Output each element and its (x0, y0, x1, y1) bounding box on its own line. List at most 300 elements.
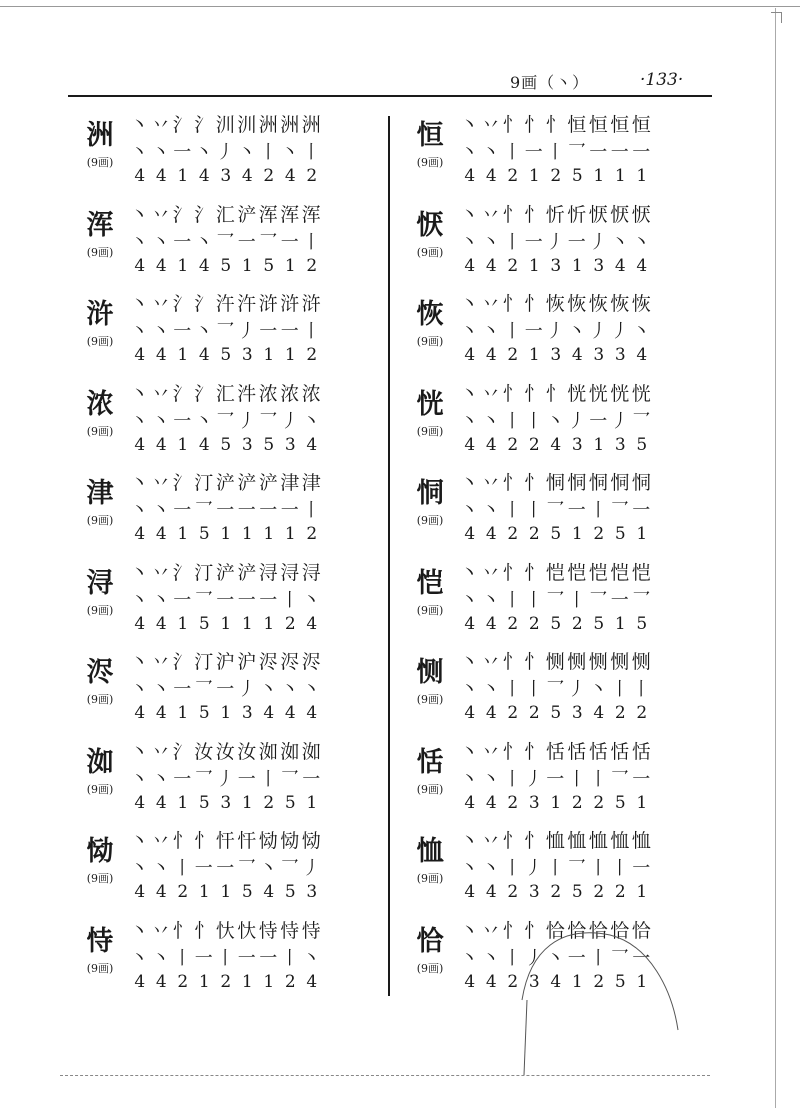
scan-edge-top (0, 6, 800, 7)
stroke-glyph: 乛 (216, 231, 236, 253)
stroke-code: 2 (507, 434, 519, 455)
stroke-glyph: 恍 (588, 382, 609, 405)
dictionary-entry (410, 916, 710, 1006)
stroke-glyph: 丶 (151, 858, 171, 879)
dictionary-entry (410, 737, 710, 827)
stroke-glyph: 恻 (610, 651, 631, 673)
stroke-code: 2 (306, 345, 318, 365)
headword-character: 恻 (416, 657, 444, 688)
stroke-shapes-row (459, 586, 653, 612)
stroke-glyph: 丶 (302, 679, 322, 700)
stroke-glyph: 丿 (237, 321, 257, 342)
stroke-glyph: 乛 (546, 589, 566, 611)
stroke-code: 3 (614, 434, 626, 455)
stroke-code: 4 (464, 345, 476, 365)
stroke-glyph: 丿 (610, 321, 630, 342)
stroke-code: 2 (263, 792, 275, 813)
stroke-code: 4 (155, 524, 167, 544)
stroke-glyph: 忄 (502, 740, 523, 763)
stroke-code: 1 (198, 971, 210, 992)
stroke-glyph: 一 (632, 142, 652, 163)
stroke-code: 2 (507, 255, 519, 276)
stroke-glyph: 丶 (481, 410, 501, 432)
stroke-code: 4 (306, 971, 318, 992)
headword-character: 恹 (416, 209, 444, 241)
stroke-codes-row (129, 882, 323, 902)
stroke-glyph: 乛 (259, 231, 279, 253)
stroke-glyph: 洲 (258, 114, 279, 136)
stroke-code: 4 (464, 166, 476, 186)
stroke-code: 1 (263, 613, 275, 634)
stroke-glyph: 恫 (610, 472, 631, 494)
stroke-glyph: 丶 (130, 858, 150, 879)
stroke-glyph: 浔 (258, 561, 279, 584)
stroke-glyph: 乛 (632, 410, 652, 432)
stroke-codes-row (459, 256, 653, 276)
stroke-code: 3 (614, 345, 626, 365)
stroke-glyph: 恤 (631, 830, 652, 852)
headword-character: 浕 (86, 657, 114, 688)
stroke-glyph: 恻 (631, 651, 652, 673)
stroke-count-label: (9画) (86, 603, 114, 617)
stroke-glyph: 氵 (172, 651, 193, 673)
stroke-code: 2 (177, 971, 189, 992)
stroke-shapes-row (129, 407, 323, 433)
stroke-code: 5 (550, 703, 562, 723)
stroke-glyph: 忄 (502, 830, 523, 852)
stroke-code: 2 (263, 166, 275, 186)
stroke-code: 2 (284, 613, 296, 634)
stroke-glyph: 丶 (460, 768, 480, 790)
stroke-glyph: 恤 (610, 830, 631, 852)
stroke-glyph: 丨 (524, 679, 544, 700)
dictionary-entry (80, 916, 380, 1006)
stroke-glyph: 沪 (215, 651, 236, 673)
stroke-glyph: 忓 (215, 830, 236, 852)
dictionary-entry (80, 289, 380, 379)
stroke-code: 5 (220, 345, 232, 365)
stroke-codes-row (129, 524, 323, 544)
stroke-code: 5 (571, 166, 583, 186)
stroke-glyph: 一 (259, 500, 279, 521)
stroke-glyph: 丨 (589, 947, 609, 969)
stroke-shapes-row (129, 586, 323, 612)
stroke-code: 5 (198, 792, 210, 813)
stroke-order-progression (459, 200, 653, 227)
headword-character: 浑 (86, 209, 114, 241)
stroke-glyph: 汝 (215, 740, 236, 763)
stroke-glyph: 丿 (302, 858, 322, 879)
stroke-glyph: 洳 (280, 740, 301, 763)
stroke-codes-row (459, 614, 653, 634)
stroke-glyph: 一 (280, 231, 300, 253)
stroke-glyph: 恢 (588, 293, 609, 315)
stroke-code: 3 (571, 434, 583, 455)
stroke-glyph: 一 (237, 231, 257, 253)
stroke-glyph: 丨 (546, 858, 566, 879)
stroke-glyph: 丷 (151, 382, 172, 405)
stroke-code: 2 (614, 882, 626, 902)
stroke-code: 4 (155, 882, 167, 902)
stroke-glyph: 忄 (502, 919, 523, 942)
stroke-glyph: 一 (259, 589, 279, 611)
dictionary-entry (410, 826, 710, 916)
stroke-glyph: 汼 (237, 382, 258, 405)
stroke-code: 2 (528, 703, 540, 723)
stroke-code: 1 (263, 345, 275, 365)
stroke-glyph: 一 (259, 947, 279, 969)
stroke-glyph: 丶 (459, 919, 480, 942)
stroke-shapes-row (459, 317, 653, 343)
stroke-glyph: 丨 (567, 589, 587, 611)
stroke-order-progression (459, 468, 653, 495)
stroke-glyph: 忄 (524, 293, 545, 315)
stroke-code: 4 (464, 255, 476, 276)
stroke-glyph: 乛 (216, 321, 236, 342)
stroke-glyph: 忄 (502, 203, 523, 226)
stroke-order-progression (459, 916, 653, 943)
stroke-glyph: 丨 (503, 500, 523, 521)
stroke-glyph: 恍 (631, 382, 652, 405)
stroke-code: 1 (220, 613, 232, 634)
stroke-glyph: 忻 (545, 203, 566, 226)
stroke-code: 1 (177, 434, 189, 455)
stroke-order-progression (129, 289, 323, 316)
stroke-code: 1 (220, 524, 232, 544)
stroke-glyph: 丶 (460, 500, 480, 521)
stroke-glyph: 汌 (215, 114, 236, 136)
stroke-glyph: 忄 (524, 203, 545, 226)
stroke-glyph: 乛 (194, 768, 214, 790)
stroke-code: 2 (507, 971, 519, 992)
stroke-glyph: 丶 (194, 231, 214, 253)
dictionary-entry (80, 468, 380, 558)
stroke-glyph: 一 (567, 231, 587, 253)
stroke-glyph: 恍 (610, 382, 631, 405)
stroke-glyph: 丶 (194, 410, 214, 432)
stroke-glyph: 丨 (632, 679, 652, 700)
stroke-code: 4 (485, 345, 497, 365)
stroke-shapes-row (129, 496, 323, 522)
headword-character: 恃 (86, 925, 114, 957)
stroke-code: 4 (155, 166, 167, 186)
stroke-glyph: 恹 (610, 203, 631, 226)
stroke-codes-row (459, 524, 653, 544)
stroke-code: 4 (155, 345, 167, 365)
stroke-glyph: 丷 (151, 293, 172, 315)
stroke-code: 2 (528, 524, 540, 544)
stroke-code: 1 (198, 882, 210, 902)
stroke-code: 2 (636, 703, 648, 723)
stroke-code: 4 (464, 882, 476, 902)
stroke-order-progression (129, 826, 323, 853)
stroke-code: 2 (571, 613, 583, 634)
stroke-glyph: 恍 (567, 382, 588, 405)
dictionary-entry (410, 468, 710, 558)
stroke-code: 2 (593, 971, 605, 992)
headword-character: 恒 (416, 120, 444, 151)
stroke-glyph: 浐 (237, 203, 258, 226)
stroke-codes-row (459, 345, 653, 365)
stroke-code: 1 (636, 792, 648, 813)
stroke-glyph: 丨 (503, 858, 523, 879)
stroke-glyph: 一 (524, 231, 544, 253)
stroke-glyph: 恻 (588, 651, 609, 673)
stroke-glyph: 丨 (302, 231, 322, 253)
stroke-shapes-row (129, 675, 323, 701)
stroke-glyph: 恫 (545, 472, 566, 494)
stroke-code: 4 (636, 255, 648, 276)
stroke-code: 1 (220, 882, 232, 902)
stroke-glyph: 洳 (258, 740, 279, 763)
stroke-glyph: 恒 (631, 114, 652, 136)
stroke-glyph: 丨 (503, 321, 523, 342)
stroke-glyph: 汀 (194, 561, 215, 584)
stroke-code: 1 (636, 882, 648, 902)
stroke-code: 2 (507, 166, 519, 186)
stroke-count-label: (9画) (86, 335, 114, 348)
stroke-glyph: 丨 (503, 410, 523, 432)
stroke-code: 1 (593, 166, 605, 186)
stroke-glyph: 丶 (460, 410, 480, 432)
stroke-glyph: 丶 (481, 947, 501, 969)
stroke-glyph: 一 (589, 142, 609, 163)
stroke-glyph: 一 (610, 589, 630, 611)
stroke-code: 5 (241, 882, 253, 902)
stroke-glyph: 一 (173, 589, 193, 611)
stroke-glyph: 丨 (610, 679, 630, 700)
stroke-glyph: 浒 (301, 293, 322, 315)
stroke-code: 4 (134, 524, 146, 544)
stroke-glyph: 浕 (301, 651, 322, 673)
stroke-code: 4 (134, 703, 146, 723)
stroke-glyph: 丷 (481, 472, 502, 494)
stroke-glyph: 丿 (216, 142, 236, 163)
stroke-glyph: 恤 (545, 830, 566, 852)
stroke-glyph: 丨 (280, 947, 300, 969)
stroke-code: 5 (220, 434, 232, 455)
stroke-code: 4 (134, 792, 146, 813)
stroke-code: 3 (571, 703, 583, 723)
stroke-order-progression (459, 289, 653, 316)
stroke-glyph: 一 (216, 679, 236, 700)
stroke-code: 1 (593, 434, 605, 455)
headword-character: 浔 (86, 567, 114, 599)
stroke-glyph: 一 (216, 858, 236, 879)
stroke-glyph: 乛 (194, 500, 214, 521)
stroke-glyph: 丨 (546, 142, 566, 163)
stroke-glyph: 丶 (129, 382, 150, 405)
stroke-count-label: (9画) (86, 872, 114, 885)
stroke-count-label: (9画) (416, 245, 444, 259)
stroke-glyph: 一 (173, 410, 193, 432)
dictionary-entry (410, 379, 710, 469)
stroke-code: 2 (528, 613, 540, 634)
stroke-glyph: 忕 (237, 919, 258, 942)
stroke-count-label: (9画) (86, 782, 114, 796)
stroke-glyph: 浓 (280, 382, 301, 405)
stroke-count-label: (9画) (86, 693, 114, 706)
stroke-glyph: 丶 (151, 410, 171, 432)
stroke-code: 1 (636, 166, 648, 186)
stroke-glyph: 丿 (589, 231, 609, 253)
stroke-glyph: 丶 (129, 740, 150, 763)
stroke-code: 3 (220, 166, 232, 186)
stroke-glyph: 丷 (151, 472, 172, 494)
stroke-order-progression (459, 379, 653, 406)
stroke-codes-row (129, 972, 323, 992)
stroke-code: 4 (155, 434, 167, 455)
stroke-glyph: 忄 (545, 114, 566, 136)
stroke-glyph: 忄 (172, 830, 193, 852)
stroke-code: 1 (614, 166, 626, 186)
stroke-code: 4 (485, 255, 497, 276)
stroke-glyph: 一 (546, 768, 566, 790)
stroke-glyph: 丶 (151, 947, 171, 969)
stroke-glyph: 恸 (301, 830, 322, 852)
stroke-code: 4 (263, 703, 275, 723)
stroke-code: 3 (550, 345, 562, 365)
stroke-glyph: 浒 (280, 293, 301, 315)
stroke-glyph: 恒 (610, 114, 631, 136)
stroke-glyph: 乛 (610, 500, 630, 521)
stroke-glyph: 浔 (280, 561, 301, 584)
stroke-code: 4 (155, 255, 167, 276)
stroke-glyph: 丶 (481, 589, 501, 611)
stroke-glyph: 恬 (631, 740, 652, 763)
stroke-shapes-row (129, 317, 323, 343)
stroke-glyph: 丨 (503, 589, 523, 611)
stroke-code: 2 (571, 792, 583, 813)
stroke-glyph: 丶 (129, 561, 150, 584)
stroke-glyph: 丿 (280, 410, 300, 432)
stroke-glyph: 浐 (215, 472, 236, 494)
stroke-code: 4 (198, 345, 210, 365)
stroke-glyph: 丶 (130, 947, 150, 969)
stroke-glyph: 丷 (481, 740, 502, 763)
stroke-glyph: 洲 (301, 114, 322, 136)
headword-character: 恬 (416, 746, 444, 778)
stroke-code: 4 (263, 882, 275, 902)
stroke-code: 3 (528, 971, 540, 992)
stroke-glyph: 丶 (459, 740, 480, 763)
stroke-glyph: 恬 (610, 740, 631, 763)
stroke-code: 1 (528, 345, 540, 365)
stroke-glyph: 恒 (588, 114, 609, 136)
stroke-glyph: 丶 (130, 321, 150, 342)
stroke-glyph: 丨 (280, 589, 300, 611)
stroke-glyph: 丶 (130, 142, 150, 163)
stroke-glyph: 丶 (610, 231, 630, 253)
stroke-glyph: 一 (173, 231, 193, 253)
dictionary-entry (80, 826, 380, 916)
stroke-codes-row (129, 793, 323, 813)
stroke-glyph: 一 (302, 768, 322, 790)
section-header: 9画（丶） (510, 73, 590, 92)
stroke-count-label: (9画) (86, 961, 114, 975)
stroke-glyph: 恤 (588, 830, 609, 852)
stroke-glyph: 丷 (151, 651, 172, 673)
stroke-glyph: 丿 (546, 321, 566, 342)
stroke-glyph: 丷 (481, 382, 502, 405)
stroke-code: 2 (177, 882, 189, 902)
stroke-glyph: 丶 (151, 679, 171, 700)
stroke-glyph: 浐 (258, 472, 279, 494)
stroke-glyph: 浓 (301, 382, 322, 405)
stroke-glyph: 乛 (610, 768, 630, 790)
stroke-glyph: 忄 (545, 382, 566, 405)
stroke-glyph: 丷 (151, 561, 172, 584)
stroke-glyph: 丶 (151, 589, 171, 611)
stroke-glyph: 一 (632, 768, 652, 790)
stroke-code: 1 (614, 613, 626, 634)
stroke-glyph: 丨 (524, 410, 544, 432)
stroke-glyph: 丿 (567, 410, 587, 432)
stroke-code: 4 (614, 255, 626, 276)
stroke-order-progression (129, 647, 323, 674)
stroke-glyph: 丷 (481, 293, 502, 315)
stroke-glyph: 丶 (151, 142, 171, 163)
stroke-glyph: 一 (237, 768, 257, 790)
stroke-code: 1 (528, 166, 540, 186)
stroke-code: 1 (241, 971, 253, 992)
stroke-glyph: 丿 (216, 768, 236, 790)
stroke-glyph: 汇 (215, 203, 236, 226)
dictionary-entry (80, 737, 380, 827)
stroke-glyph: 忄 (524, 830, 545, 852)
stroke-glyph: 忄 (524, 740, 545, 763)
stroke-glyph: 乛 (589, 589, 609, 611)
stroke-code: 1 (284, 345, 296, 365)
stroke-glyph: 氵 (194, 203, 215, 226)
stroke-code: 1 (177, 703, 189, 723)
stroke-code: 3 (306, 882, 318, 902)
stroke-code: 1 (241, 792, 253, 813)
stroke-glyph: 丶 (567, 321, 587, 342)
stroke-code: 1 (636, 524, 648, 544)
stroke-code: 1 (177, 792, 189, 813)
stroke-glyph: 恻 (545, 651, 566, 673)
stroke-code: 4 (134, 434, 146, 455)
stroke-glyph: 汝 (237, 740, 258, 763)
stroke-glyph: 一 (173, 500, 193, 521)
scan-edge-right (775, 8, 776, 1108)
stroke-glyph: 丶 (459, 382, 480, 405)
stroke-code: 5 (614, 524, 626, 544)
stroke-glyph: 一 (194, 947, 214, 969)
stroke-glyph: 丨 (524, 500, 544, 521)
stroke-code: 4 (198, 434, 210, 455)
stroke-code: 4 (155, 703, 167, 723)
stroke-glyph: 乛 (546, 679, 566, 700)
stroke-code: 4 (134, 882, 146, 902)
stroke-code: 4 (155, 971, 167, 992)
stroke-glyph: 一 (216, 500, 236, 521)
stroke-glyph: 恸 (258, 830, 279, 852)
headword-character: 恰 (416, 925, 444, 957)
stroke-glyph: 丿 (237, 410, 257, 432)
stroke-code: 4 (198, 166, 210, 186)
stroke-code: 5 (636, 613, 648, 634)
stroke-glyph: 丿 (589, 321, 609, 342)
stroke-code: 5 (220, 255, 232, 276)
stroke-glyph: 恬 (567, 740, 588, 763)
stroke-glyph: 一 (632, 947, 652, 969)
stroke-glyph: 氵 (194, 114, 215, 136)
stroke-glyph: 乛 (567, 858, 587, 879)
stroke-glyph: 一 (173, 321, 193, 342)
stroke-order-progression (459, 110, 653, 137)
